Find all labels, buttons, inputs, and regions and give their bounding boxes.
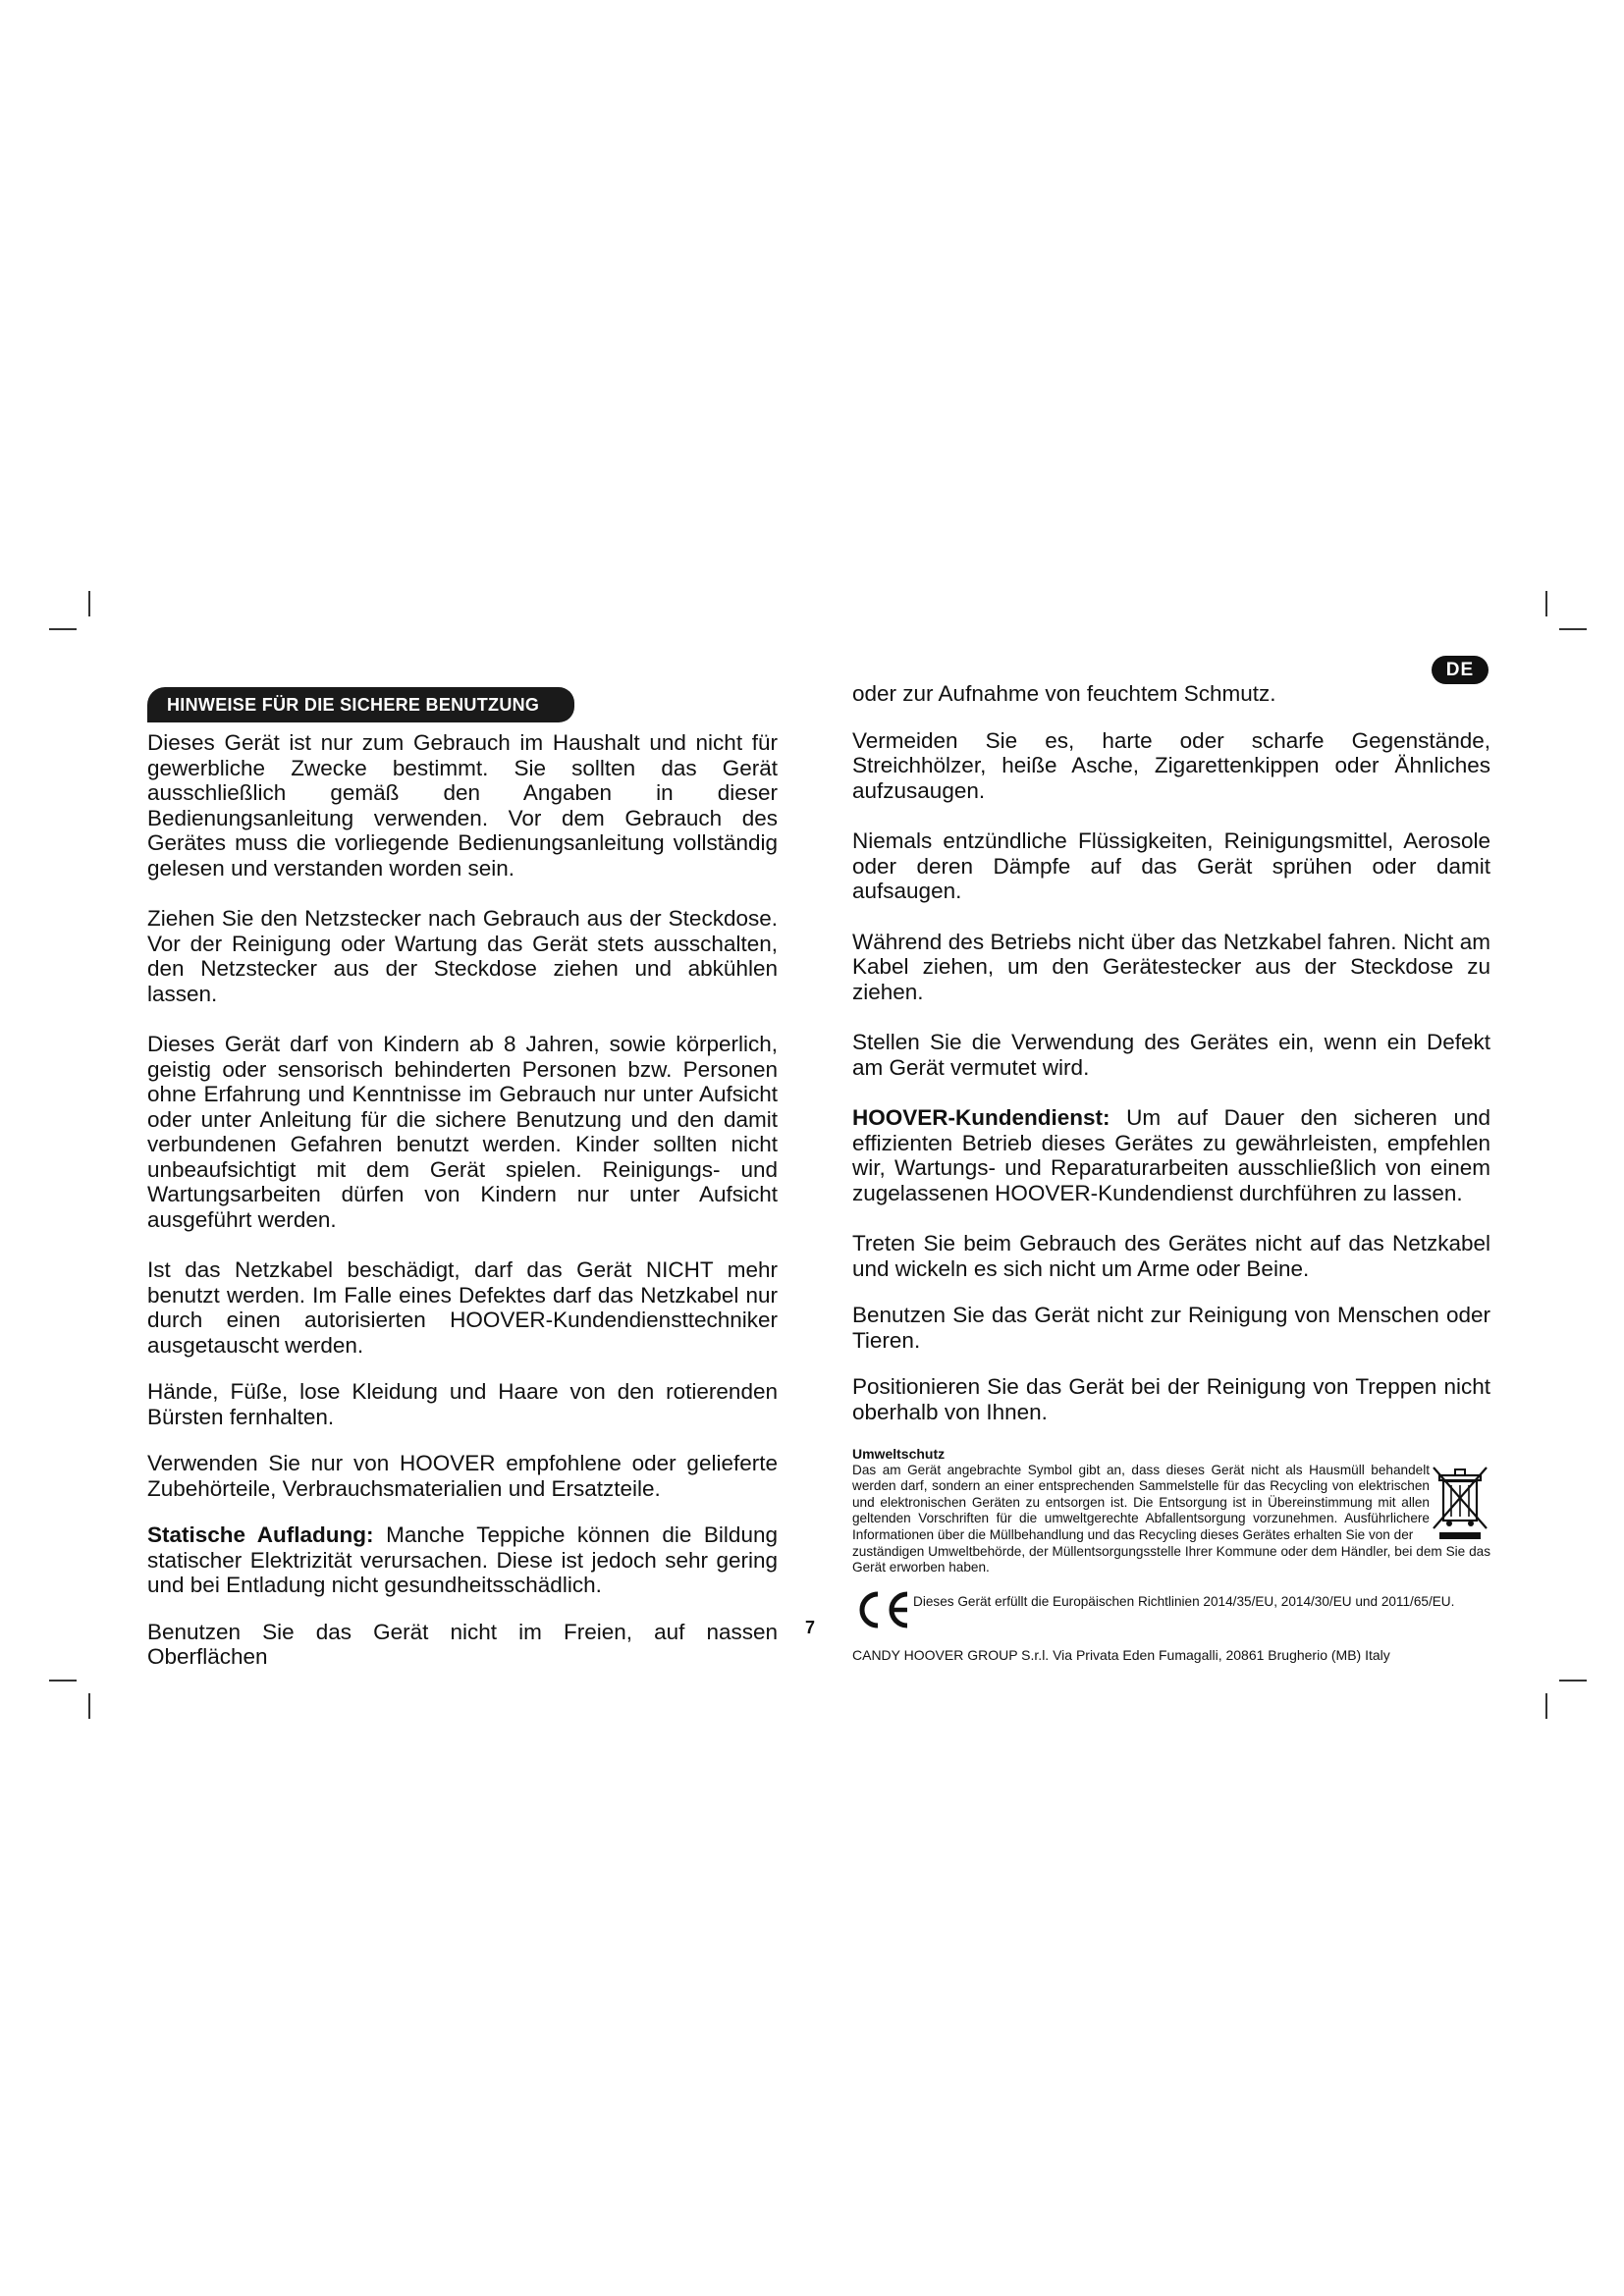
crop-mark: [1559, 1680, 1587, 1682]
right-column: [852, 681, 1490, 1668]
paragraph-household-use: Dieses Gerät ist nur zum Gebrauch im Haushalt und nicht für gewerbliche Zwecke bestimmt. Sie sollten das Gerät ausschließlich gemäß den Angaben in dieser Bedienungsanleitung verwenden. Vor dem Gebrauch des Gerätes muss die vorliegende Bedienungsanleitung vollständig gelesen und verstanden worden sein.: [147, 730, 778, 881]
environment-section: [852, 1446, 1490, 1576]
environment-title: Umweltschutz: [852, 1446, 946, 1462]
paragraph-sharp-objects: Vermeiden Sie es, harte oder scharfe Gegenstände, Streichhölzer, heiße Asche, Zigarettenkippen oder Ähnliches aufzusaugen.: [852, 727, 1490, 803]
service-text: Um auf Dauer den sicheren und effizienten Betrieb dieses Gerätes zu gewährleisten, empfehlen wir, Wartungs- und Reparaturarbeiten ausschließlich von einem zugelassenen HOOVER-Kundendienst durchführen zu lassen.: [852, 1105, 1490, 1205]
crop-mark: [1545, 591, 1547, 616]
paragraph-people-animals: Benutzen Sie das Gerät nicht zur Reinigung von Menschen oder Tieren.: [852, 1303, 1490, 1353]
page-number: 7: [805, 1618, 816, 1637]
environment-text: Das am Gerät angebrachte Symbol gibt an, dass dieses Gerät nicht als Hausmüll behandelt werden darf, sondern an einer entsprechenden Sammelstelle für das Recycling von elektrischen und elektronischen Geräten zu entsorgen ist. Die Entsorgung ist in Übereinstimmung mit allen geltenden Vorschriften für die umweltgerechte Abfallentsorgung vorzunehmen. Ausführlichere Informationen über die Müllbehandlung und das Recycling dieses Gerätes erhalten Sie von der: [852, 1462, 1430, 1542]
company-address: CANDY HOOVER GROUP S.r.l. Via Privata Eden Fumagalli, 20861 Brugherio (MB) Italy: [852, 1646, 1390, 1663]
section-heading: HINWEISE FÜR DIE SICHERE BENUTZUNG: [147, 687, 574, 722]
crop-mark: [49, 628, 77, 630]
ce-declaration: [852, 1590, 1490, 1629]
paragraph-wet-dirt: oder zur Aufnahme von feuchtem Schmutz.: [852, 681, 1276, 706]
static-text: Manche Teppiche können die Bildung statischer Elektrizität verursachen. Diese ist jedoch sehr gering und bei Entladung nicht gesundheitsschädlich.: [147, 1522, 778, 1597]
weee-crossed-bin-icon: [1430, 1460, 1490, 1540]
crop-mark: [1545, 1693, 1547, 1719]
paragraph-step-on-cable: Treten Sie beim Gebrauch des Gerätes nicht auf das Netzkabel und wickeln es sich nicht um Arme oder Beine.: [852, 1231, 1490, 1281]
paragraph-stairs: Positionieren Sie das Gerät bei der Reinigung von Treppen nicht oberhalb von Ihnen.: [852, 1374, 1490, 1424]
crop-mark: [1559, 628, 1587, 630]
crop-mark: [49, 1680, 77, 1682]
environment-text-continued: zuständigen Umweltbehörde, der Müllentsorgungsstelle Ihrer Kommune oder dem Händler, bei dem Sie das Gerät erworben haben.: [852, 1543, 1490, 1575]
crop-mark: [88, 1693, 90, 1719]
paragraph-outdoors: Benutzen Sie das Gerät nicht im Freien, auf nassen Oberflächen: [147, 1619, 778, 1669]
paragraph-accessories: Verwenden Sie nur von HOOVER empfohlene oder gelieferte Zubehörteile, Verbrauchsmaterialien und Ersatzteile.: [147, 1451, 778, 1501]
ce-text: Dieses Gerät erfüllt die Europäischen Richtlinien 2014/35/EU, 2014/30/EU und 2011/65/EU.: [913, 1593, 1455, 1609]
service-label: HOOVER-Kundendienst:: [852, 1105, 1110, 1130]
paragraph-static: [147, 1522, 778, 1598]
paragraph-cable-handling: Während des Betriebs nicht über das Netzkabel fahren. Nicht am Kabel ziehen, um den Gerätestecker aus der Steckdose zu ziehen.: [852, 929, 1490, 1004]
paragraph-defect: Stellen Sie die Verwendung des Gerätes ein, wenn ein Defekt am Gerät vermutet wird.: [852, 1030, 1490, 1080]
paragraph-brushes: Hände, Füße, lose Kleidung und Haare von den rotierenden Bürsten fernhalten.: [147, 1379, 778, 1429]
paragraph-unplug: Ziehen Sie den Netzstecker nach Gebrauch aus der Steckdose. Vor der Reinigung oder Wartung das Gerät stets ausschalten, den Netzstecker aus der Steckdose ziehen und abkühlen lassen.: [147, 906, 778, 1006]
paragraph-damaged-cable: Ist das Netzkabel beschädigt, darf das Gerät NICHT mehr benutzt werden. Im Falle eines Defektes darf das Netzkabel nur durch einen autorisierten HOOVER-Kundendiensttechniker ausgetauscht werden.: [147, 1257, 778, 1358]
left-column: [147, 687, 778, 1695]
paragraph-service: [852, 1105, 1490, 1205]
language-badge: DE: [1432, 656, 1489, 684]
static-label: Statische Aufladung:: [147, 1522, 374, 1547]
paragraph-flammable: Niemals entzündliche Flüssigkeiten, Reinigungsmittel, Aerosole oder deren Dämpfe auf das Gerät sprühen oder damit aufsaugen.: [852, 828, 1490, 903]
paragraph-children: Dieses Gerät darf von Kindern ab 8 Jahren, sowie körperlich, geistig oder sensorisch behinderten Personen bzw. Personen ohne Erfahrung und Kenntnisse im Gebrauch nur unter Aufsicht oder unter Anleitung für die sichere Benutzung und den damit verbundenen Gefahren benutzt werden. Kinder sollten nicht unbeaufsichtigt mit dem Gerät spielen. Reinigungs- und Wartungsarbeiten dürfen von Kindern nur unter Aufsicht ausgeführt werden.: [147, 1032, 778, 1232]
crop-mark: [88, 591, 90, 616]
ce-mark-icon: [852, 1590, 913, 1629]
